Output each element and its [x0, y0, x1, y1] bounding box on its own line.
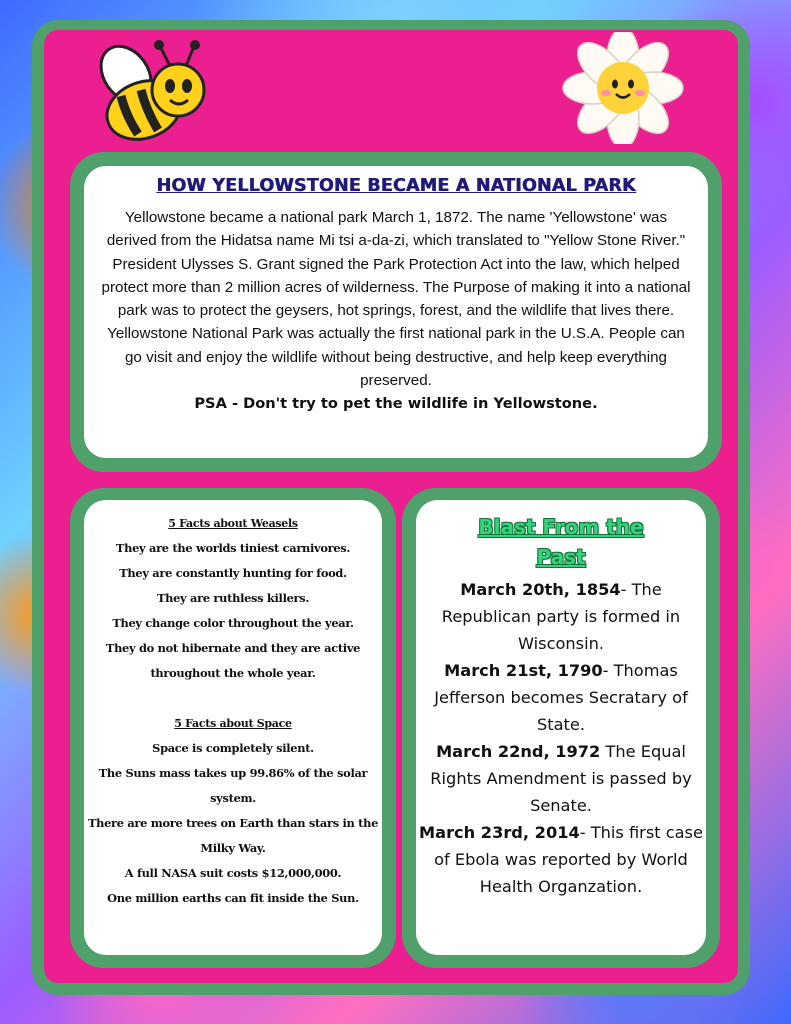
facts-box — [84, 500, 382, 955]
event-text: This first case of Ebola was reported by World Health Organzation. — [434, 823, 703, 896]
event-text: The Equal Rights Amendment is passed by Senate. — [430, 742, 692, 815]
smiling-daisy-icon — [562, 32, 684, 144]
blast-event — [416, 819, 706, 900]
weasel-fact: They change color throughout the year. — [112, 616, 354, 630]
bee-icon — [86, 38, 210, 146]
space-facts-heading: 5 Facts about Space — [174, 717, 292, 730]
article-box — [84, 166, 708, 458]
event-date: March 23rd, 2014 — [419, 823, 580, 842]
space-fact: There are more trees on Earth than stars in the Milky Way. — [87, 816, 379, 855]
event-date: March 20th, 1854 — [460, 580, 621, 599]
weasel-fact: They do not hibernate and they are active throughout the whole year. — [105, 641, 361, 680]
blast-box — [416, 500, 706, 955]
blast-event — [416, 738, 706, 819]
event-separator: - — [620, 580, 627, 599]
space-fact: A full NASA suit costs $12,000,000. — [124, 866, 342, 880]
event-separator: - — [602, 661, 609, 680]
event-date: March 21st, 1790 — [444, 661, 603, 680]
weasel-fact: They are ruthless killers. — [156, 591, 310, 605]
weasel-fact: They are constantly hunting for food. — [119, 566, 347, 580]
blast-event — [416, 576, 706, 657]
weasel-facts-heading: 5 Facts about Weasels — [168, 517, 298, 530]
event-date: March 22nd, 1972 — [436, 742, 601, 761]
blast-title: Blast From the Past — [478, 515, 644, 569]
event-text: Thomas Jefferson becomes Secratary of State. — [434, 661, 688, 734]
space-fact: The Suns mass takes up 99.86% of the solar system. — [98, 766, 368, 805]
psa-note: PSA - Don't try to pet the wildlife in Yellowstone. — [194, 395, 598, 413]
article-title: HOW YELLOWSTONE BECAME A NATIONAL PARK — [156, 176, 636, 196]
space-fact: Space is completely silent. — [152, 741, 314, 755]
space-fact: One million earths can fit inside the Sun. — [107, 891, 359, 905]
event-separator: - — [579, 823, 586, 842]
weasel-fact: They are the worlds tiniest carnivores. — [115, 541, 351, 555]
article-body: Yellowstone became a national park March 1, 1872. The name 'Yellowstone' was derived from the Hidatsa name Mi tsi a-da-zi, which translated to "Yellow Stone River." President Ulysses S. Grant signed the Park Protection Act into the law, which helped protect more than 2 million acres of wilderness. The Purpose of making it into a national park was to protect the geysers, hot springs, forest, and the wildlife that lives there. Yellowstone National Park was actually the first national park in the U.S.A. People can go visit and enjoy the wildlife without being destructive, and help keep everything preserved. — [101, 209, 691, 390]
blast-event — [416, 657, 706, 738]
event-text: The Republican party is formed in Wisconsin. — [441, 580, 681, 653]
